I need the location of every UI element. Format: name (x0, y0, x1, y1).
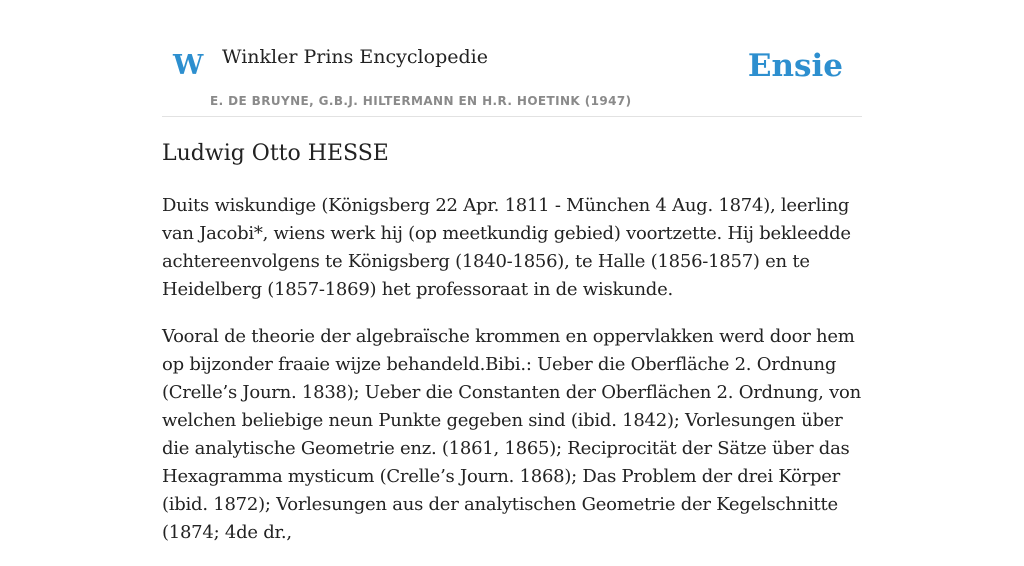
article-body (162, 192, 862, 566)
article-title: Ludwig Otto HESSE (162, 141, 389, 166)
encyclopedia-logo-icon[interactable]: W (173, 50, 204, 81)
encyclopedia-authors: E. DE BRUYNE, G.B.J. HILTERMANN EN H.R. HOETINK (1947) (210, 94, 632, 108)
ensie-brand-logo[interactable]: Ensie (747, 48, 843, 84)
encyclopedia-name[interactable]: Winkler Prins Encyclopedie (222, 46, 488, 68)
article-paragraph: Duits wiskundige (Königsberg 22 Apr. 1811 - München 4 Aug. 1874), leerling van Jacobi*, wiens werk hij (op meetkundig gebied) voortzette. Hij bekleedde achtereenvolgens te Königsberg (1840-1856), te Halle (1856-1857) en te Heidelberg (1857-1869) het professoraat in de wiskunde. (162, 195, 851, 300)
site-header (162, 0, 862, 117)
article-paragraph: Vooral de theorie der algebraïsche krommen en oppervlakken werd door hem op bijzonder fraaie wijze behandeld.Bibi.: Ueber die Oberfläche 2. Ordnung (Crelle’s Journ. 1838); Ueber die Constanten der Oberflächen 2. Ordnung, von welchen beliebige neun Punkte gegeben sind (ibid. 1842); Vorlesungen über die analytische Geometrie enz. (1861, 1865); Reciprocität der Sätze über das Hexagramma mysticum (Crelle’s Journ. 1868); Das Problem der drei Körper (ibid. 1872); Vorlesungen aus der analytischen Geometrie der Kegelschnitte (1874; 4de dr., (162, 326, 861, 543)
